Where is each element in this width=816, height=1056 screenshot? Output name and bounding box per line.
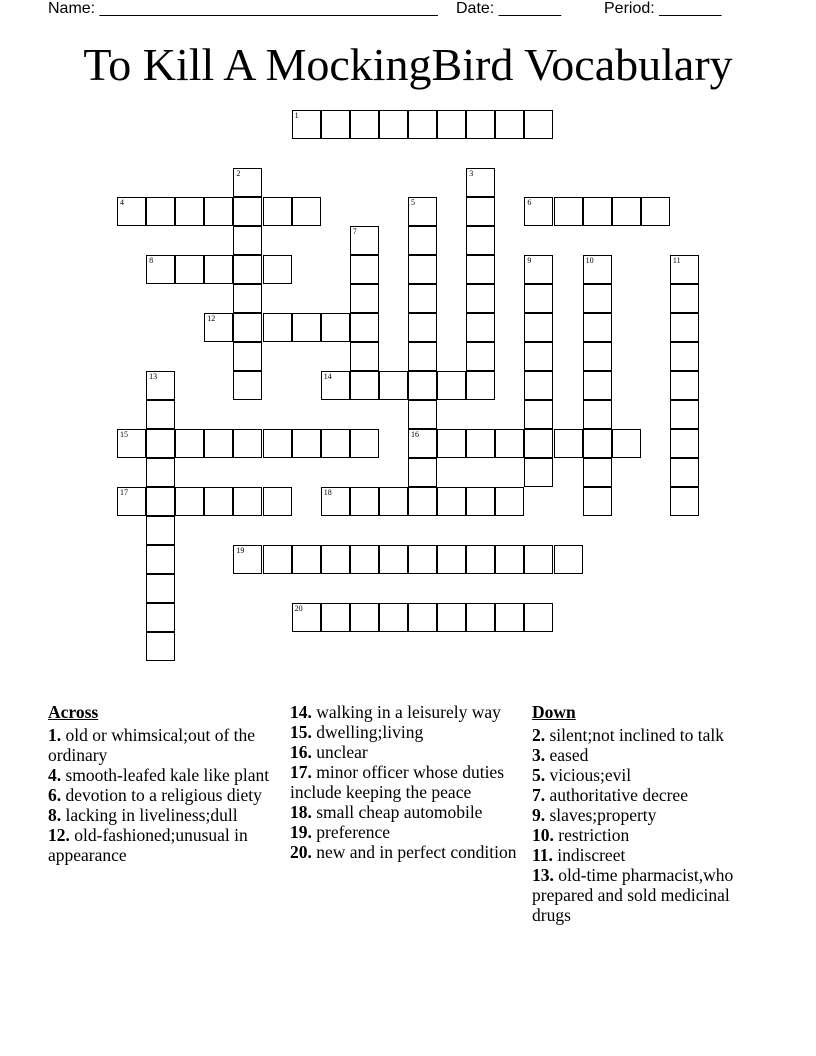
crossword-cell[interactable] [233, 168, 262, 197]
crossword-cell[interactable] [495, 545, 524, 574]
clue-text: authoritative decree [549, 785, 688, 805]
clues-across-column-1 [48, 702, 270, 865]
clue-number: 10 [585, 256, 594, 265]
clue-text: indiscreet [557, 845, 626, 865]
crossword-cell[interactable] [466, 255, 495, 284]
crossword-cell[interactable] [670, 342, 699, 371]
clue-number: 18 [323, 488, 332, 497]
clue-number: 11 [672, 256, 681, 265]
crossword-cell[interactable] [583, 429, 612, 458]
clue-number: 2 [236, 169, 241, 178]
crossword-cell[interactable] [408, 545, 437, 574]
crossword-cell[interactable] [263, 487, 292, 516]
crossword-cell[interactable] [350, 429, 379, 458]
crossword-cell[interactable] [175, 197, 204, 226]
down-heading: Down [532, 702, 576, 722]
crossword-cell[interactable] [175, 255, 204, 284]
clue-number: 8 [149, 256, 154, 265]
crossword-cell[interactable] [321, 110, 350, 139]
clue-number-label: 3. [532, 745, 546, 765]
crossword-cell[interactable] [495, 487, 524, 516]
clue-number-label: 9. [532, 805, 546, 825]
crossword-cell[interactable] [146, 429, 175, 458]
crossword-cell[interactable] [524, 458, 553, 487]
clue-item [48, 785, 270, 805]
crossword-cell[interactable] [350, 284, 379, 313]
clue-number-label: 1. [48, 725, 62, 745]
clue-number: 9 [527, 256, 532, 265]
crossword-cell[interactable] [554, 197, 583, 226]
crossword-cell[interactable] [583, 197, 612, 226]
period-field[interactable]: Period: _______ [604, 0, 722, 17]
clue-number-label: 6. [48, 785, 62, 805]
clue-item [532, 845, 756, 865]
crossword-cell[interactable] [233, 487, 262, 516]
crossword-cell[interactable] [146, 255, 175, 284]
crossword-cell[interactable] [204, 487, 233, 516]
crossword-cell[interactable] [466, 487, 495, 516]
clue-text: old-fashioned;unusual in appearance [48, 825, 248, 865]
crossword-cell[interactable] [583, 371, 612, 400]
clue-number-label: 8. [48, 805, 62, 825]
crossword-cell[interactable] [524, 197, 553, 226]
crossword-cell[interactable] [350, 226, 379, 255]
crossword-cell[interactable] [583, 458, 612, 487]
crossword-cell[interactable] [379, 110, 408, 139]
across-clue-list [48, 725, 270, 865]
crossword-cell[interactable] [466, 168, 495, 197]
crossword-cell[interactable] [408, 487, 437, 516]
crossword-cell[interactable] [670, 458, 699, 487]
clue-text: devotion to a religious diety [65, 785, 262, 805]
crossword-cell[interactable] [350, 545, 379, 574]
clue-text: unclear [316, 742, 368, 762]
crossword-cell[interactable] [146, 574, 175, 603]
crossword-cell[interactable] [408, 313, 437, 342]
clue-number-label: 20. [290, 842, 312, 862]
crossword-cell[interactable] [408, 197, 437, 226]
crossword-cell[interactable] [670, 487, 699, 516]
date-field[interactable]: Date: _______ [456, 0, 561, 17]
crossword-cell[interactable] [117, 487, 146, 516]
clue-item [532, 865, 756, 925]
clue-number: 19 [236, 546, 245, 555]
crossword-cell[interactable] [146, 487, 175, 516]
crossword-cell[interactable] [321, 487, 350, 516]
crossword-cell[interactable] [524, 429, 553, 458]
crossword-cell[interactable] [321, 545, 350, 574]
down-clue-list [532, 725, 756, 925]
crossword-cell[interactable] [612, 197, 641, 226]
crossword-cell[interactable] [146, 458, 175, 487]
crossword-cell[interactable] [670, 313, 699, 342]
clue-text: lacking in liveliness;dull [65, 805, 238, 825]
crossword-cell[interactable] [466, 284, 495, 313]
clue-number-label: 12. [48, 825, 70, 845]
clue-text: eased [549, 745, 589, 765]
clue-number: 7 [352, 227, 357, 236]
crossword-cell[interactable] [408, 458, 437, 487]
clue-number: 3 [469, 169, 474, 178]
clue-number: 16 [411, 430, 419, 439]
crossword-cell[interactable] [292, 545, 321, 574]
clue-number: 4 [120, 198, 124, 207]
crossword-cell[interactable] [263, 255, 292, 284]
crossword-cell[interactable] [437, 545, 466, 574]
crossword-cell[interactable] [466, 342, 495, 371]
crossword-cell[interactable] [524, 603, 553, 632]
crossword-cell[interactable] [612, 429, 641, 458]
clue-number-label: 14. [290, 702, 312, 722]
crossword-cell[interactable] [524, 255, 553, 284]
crossword-cell[interactable] [263, 313, 292, 342]
crossword-cell[interactable] [233, 545, 262, 574]
crossword-cell[interactable] [670, 371, 699, 400]
crossword-cell[interactable] [408, 284, 437, 313]
crossword-cell[interactable] [292, 110, 321, 139]
clue-text: smooth-leafed kale like plant [65, 765, 270, 785]
crossword-cell[interactable] [146, 400, 175, 429]
crossword-cell[interactable] [524, 284, 553, 313]
crossword-cell[interactable] [350, 110, 379, 139]
clue-number-label: 16. [290, 742, 312, 762]
across-heading: Across [48, 702, 99, 722]
clue-number: 13 [149, 372, 158, 381]
clue-item [532, 765, 756, 785]
clue-text: silent;not inclined to talk [549, 725, 724, 745]
crossword-cell[interactable] [321, 429, 350, 458]
clue-number-label: 4. [48, 765, 62, 785]
crossword-cell[interactable] [437, 487, 466, 516]
crossword-cell[interactable] [408, 400, 437, 429]
crossword-cell[interactable] [233, 313, 262, 342]
clue-text: walking in a leisurely way [316, 702, 501, 722]
crossword-cell[interactable] [233, 429, 262, 458]
crossword-cell[interactable] [350, 313, 379, 342]
clue-number-label: 17. [290, 762, 312, 782]
crossword-cell[interactable] [670, 429, 699, 458]
crossword-cell[interactable] [379, 487, 408, 516]
clue-text: vicious;evil [549, 765, 632, 785]
crossword-cell[interactable] [233, 255, 262, 284]
clue-item [290, 822, 518, 842]
crossword-cell[interactable] [495, 110, 524, 139]
crossword-cell[interactable] [583, 342, 612, 371]
crossword-cell[interactable] [408, 371, 437, 400]
clue-item [532, 725, 756, 745]
crossword-cell[interactable] [408, 110, 437, 139]
crossword-cell[interactable] [524, 313, 553, 342]
crossword-cell[interactable] [350, 342, 379, 371]
crossword-cell[interactable] [146, 197, 175, 226]
crossword-cell[interactable] [466, 371, 495, 400]
crossword-cell[interactable] [437, 110, 466, 139]
crossword-cell[interactable] [146, 545, 175, 574]
clue-item [48, 765, 270, 785]
crossword-cell[interactable] [670, 255, 699, 284]
crossword-cell[interactable] [408, 255, 437, 284]
crossword-cell[interactable] [175, 487, 204, 516]
clue-number: 6 [527, 198, 532, 207]
crossword-cell[interactable] [408, 429, 437, 458]
clue-text: preference [316, 822, 391, 842]
crossword-cell[interactable] [583, 255, 612, 284]
clue-item [48, 825, 270, 865]
crossword-cell[interactable] [292, 313, 321, 342]
clue-item [532, 785, 756, 805]
clue-number: 17 [120, 488, 128, 497]
clue-number-label: 18. [290, 802, 312, 822]
crossword-cell[interactable] [495, 429, 524, 458]
clue-number: 20 [294, 604, 303, 613]
clue-text: old-time pharmacist,who prepared and sold medicinal drugs [532, 865, 734, 925]
crossword-cell[interactable] [641, 197, 670, 226]
clue-text: small cheap automobile [316, 802, 483, 822]
crossword-cell[interactable] [466, 197, 495, 226]
crossword-cell[interactable] [466, 226, 495, 255]
crossword-cell[interactable] [233, 342, 262, 371]
crossword-cell[interactable] [379, 371, 408, 400]
clue-item [290, 762, 518, 802]
clue-item [290, 842, 518, 862]
clues-down-column [532, 702, 756, 925]
clue-number-label: 2. [532, 725, 546, 745]
crossword-cell[interactable] [524, 545, 553, 574]
clue-number-label: 19. [290, 822, 312, 842]
crossword-cell[interactable] [292, 197, 321, 226]
crossword-cell[interactable] [408, 226, 437, 255]
clue-number: 5 [411, 198, 415, 207]
crossword-cell[interactable] [350, 371, 379, 400]
clues-across-column-2 [290, 702, 518, 862]
crossword-cell[interactable] [117, 197, 146, 226]
crossword-cell[interactable] [146, 603, 175, 632]
crossword-cell[interactable] [263, 197, 292, 226]
crossword-cell[interactable] [583, 487, 612, 516]
clue-item [532, 825, 756, 845]
clue-text: slaves;property [549, 805, 657, 825]
crossword-cell[interactable] [350, 603, 379, 632]
clue-number-label: 11. [532, 845, 553, 865]
clue-number: 14 [323, 372, 332, 381]
crossword-cell[interactable] [524, 110, 553, 139]
across-clue-list-continued [290, 702, 518, 862]
crossword-cell[interactable] [495, 603, 524, 632]
crossword-cell[interactable] [146, 516, 175, 545]
crossword-cell[interactable] [146, 371, 175, 400]
crossword-cell[interactable] [583, 400, 612, 429]
crossword-cell[interactable] [466, 110, 495, 139]
crossword-cell[interactable] [554, 429, 583, 458]
crossword-cell[interactable] [233, 197, 262, 226]
clue-number-label: 5. [532, 765, 546, 785]
crossword-cell[interactable] [233, 371, 262, 400]
crossword-cell[interactable] [466, 603, 495, 632]
clue-number: 12 [207, 314, 216, 323]
crossword-cell[interactable] [524, 371, 553, 400]
crossword-cell[interactable] [379, 603, 408, 632]
crossword-cell[interactable] [117, 429, 146, 458]
crossword-cell[interactable] [321, 603, 350, 632]
clue-item [290, 742, 518, 762]
crossword-cell[interactable] [233, 226, 262, 255]
crossword-cell[interactable] [466, 313, 495, 342]
crossword-cell[interactable] [437, 603, 466, 632]
crossword-cell[interactable] [204, 429, 233, 458]
crossword-cell[interactable] [321, 371, 350, 400]
crossword-cell[interactable] [466, 545, 495, 574]
crossword-cell[interactable] [437, 371, 466, 400]
crossword-cell[interactable] [554, 545, 583, 574]
page-title: To Kill A MockingBird Vocabulary [83, 39, 733, 90]
clue-number-label: 13. [532, 865, 554, 885]
crossword-cell[interactable] [233, 284, 262, 313]
crossword-cell[interactable] [292, 429, 321, 458]
crossword-cell[interactable] [670, 284, 699, 313]
clue-number: 1 [294, 111, 299, 120]
crossword-cell[interactable] [175, 429, 204, 458]
clue-text: dwelling;living [316, 722, 424, 742]
crossword-cell[interactable] [408, 342, 437, 371]
crossword-cell[interactable] [437, 429, 466, 458]
name-field[interactable]: Name: ______________________________________ [48, 0, 438, 17]
crossword-cell[interactable] [583, 313, 612, 342]
crossword-cell[interactable] [408, 603, 437, 632]
clue-text: restriction [558, 825, 630, 845]
clue-item [532, 745, 756, 765]
crossword-cell[interactable] [204, 255, 233, 284]
crossword-cell[interactable] [524, 400, 553, 429]
crossword-cell[interactable] [583, 284, 612, 313]
clue-item [290, 702, 518, 722]
clue-number-label: 10. [532, 825, 554, 845]
clue-number: 15 [120, 430, 128, 439]
clue-item [532, 805, 756, 825]
clue-item [48, 725, 270, 765]
crossword-cell[interactable] [263, 429, 292, 458]
crossword-cell[interactable] [379, 545, 408, 574]
crossword-cell[interactable] [263, 545, 292, 574]
crossword-cell[interactable] [350, 255, 379, 284]
crossword-cell[interactable] [670, 400, 699, 429]
crossword-cell[interactable] [204, 197, 233, 226]
crossword-cell[interactable] [524, 342, 553, 371]
crossword-cell[interactable] [321, 313, 350, 342]
clue-text: minor officer whose duties include keeping the peace [290, 762, 505, 802]
clue-number-label: 7. [532, 785, 546, 805]
crossword-cell[interactable] [292, 603, 321, 632]
clue-number-label: 15. [290, 722, 312, 742]
crossword-cell[interactable] [146, 632, 175, 661]
crossword-cell[interactable] [466, 429, 495, 458]
clue-item [290, 802, 518, 822]
crossword-cell[interactable] [204, 313, 233, 342]
clue-text: old or whimsical;out of the ordinary [48, 725, 256, 765]
clue-item [290, 722, 518, 742]
clue-item [48, 805, 270, 825]
clue-text: new and in perfect condition [316, 842, 517, 862]
crossword-cell[interactable] [350, 487, 379, 516]
